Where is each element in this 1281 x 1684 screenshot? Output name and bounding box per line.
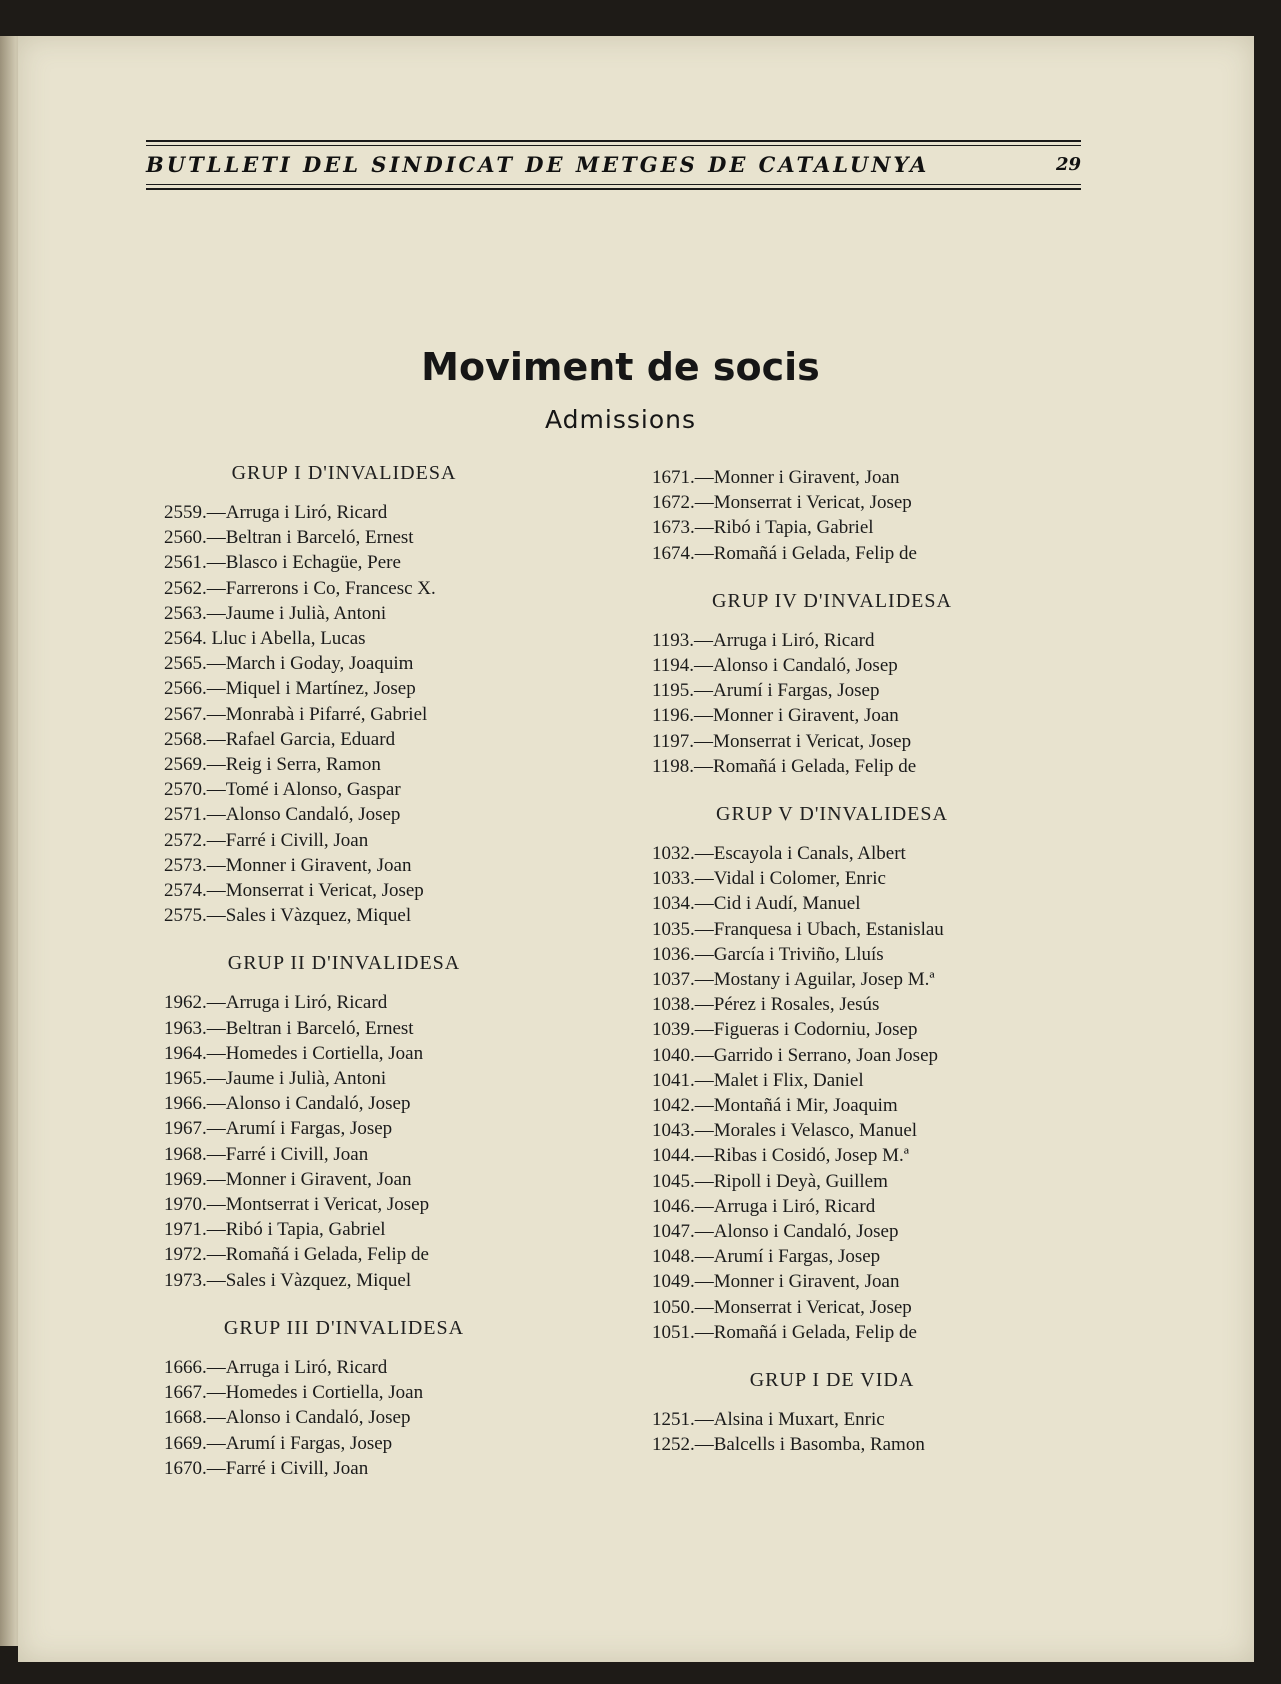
member-entry: 1051.—Romañá i Gelada, Felip de: [652, 1321, 917, 1343]
section-heading: GRUP I DE VIDA: [749, 1369, 915, 1392]
member-entry: 1965.—Jaume i Julià, Antoni: [164, 1068, 387, 1090]
member-entry: 2564. Lluc i Abella, Lucas: [164, 628, 366, 650]
member-entry: 2559.—Arruga i Liró, Ricard: [164, 502, 388, 523]
member-entry: 2565.—March i Goday, Joaquim: [164, 653, 414, 675]
member-entry: 1252.—Balcells i Basomba, Ramon: [652, 1434, 925, 1456]
member-entry: 1963.—Beltran i Barceló, Ernest: [164, 1017, 414, 1039]
section-heading: GRUP IV D'INVALIDESA: [712, 589, 952, 612]
member-entry: 2566.—Miquel i Martínez, Josep: [164, 678, 416, 700]
section-heading: GRUP III D'INVALIDESA: [223, 1316, 465, 1339]
member-entry: 1045.—Ripoll i Deyà, Guillem: [652, 1170, 888, 1192]
member-entry: 1194.—Alonso i Candaló, Josep: [652, 655, 898, 677]
page-title: Moviment de socis: [421, 345, 820, 389]
header-rule-bottom-thin: [146, 184, 1081, 185]
member-entry: 2570.—Tomé i Alonso, Gaspar: [164, 779, 401, 801]
member-entry: 1670.—Farré i Civill, Joan: [164, 1457, 369, 1479]
member-entry: 1040.—Garrido i Serrano, Joan Josep: [652, 1044, 939, 1066]
member-entry: 1049.—Monner i Giravent, Joan: [652, 1271, 900, 1293]
member-entry: 1195.—Arumí i Fargas, Josep: [652, 680, 880, 702]
member-entry: 1966.—Alonso i Candaló, Josep: [164, 1093, 411, 1115]
member-entry: 1035.—Franquesa i Ubach, Estanislau: [652, 918, 944, 940]
header-rule-bottom: [146, 188, 1081, 190]
page-subtitle: Admissions: [545, 405, 696, 434]
member-entry: 1193.—Arruga i Liró, Ricard: [652, 629, 875, 651]
member-entry: 1042.—Montañá i Mir, Joaquim: [652, 1095, 898, 1117]
member-entry: 1673.—Ribó i Tapia, Gabriel: [652, 517, 874, 539]
member-entry: 1043.—Morales i Velasco, Manuel: [652, 1120, 918, 1142]
member-entry: 1964.—Homedes i Cortiella, Joan: [164, 1042, 424, 1064]
member-entry: 1034.—Cid i Audí, Manuel: [652, 893, 861, 915]
member-entry: 1041.—Malet i Flix, Daniel: [652, 1069, 864, 1091]
member-entry: 1672.—Monserrat i Vericat, Josep: [652, 492, 912, 514]
section-block: [164, 460, 544, 928]
member-entry: 1036.—García i Triviño, Lluís: [652, 943, 884, 965]
header-rule-top: [146, 140, 1081, 142]
section-heading: GRUP V D'INVALIDESA: [716, 803, 948, 826]
section-block: [652, 465, 1032, 566]
member-entry: 2568.—Rafael Garcia, Eduard: [164, 728, 396, 750]
member-entry: 1971.—Ribó i Tapia, Gabriel: [164, 1219, 386, 1241]
member-entry: 1968.—Farré i Civill, Joan: [164, 1143, 369, 1165]
member-entry: 1033.—Vidal i Colomer, Enric: [652, 868, 886, 890]
member-entry: 1962.—Arruga i Liró, Ricard: [164, 992, 388, 1014]
section-block: [652, 1367, 1032, 1457]
header-line: [146, 152, 1081, 177]
member-entry: 1967.—Arumí i Fargas, Josep: [164, 1118, 393, 1140]
section-block: [164, 950, 544, 1292]
member-entry: 1667.—Homedes i Cortiella, Joan: [164, 1382, 424, 1404]
member-entry: 2574.—Monserrat i Vericat, Josep: [164, 880, 424, 902]
member-entry: 2560.—Beltran i Barceló, Ernest: [164, 527, 414, 549]
member-entry: 1037.—Mostany i Aguilar, Josep M.ª: [652, 969, 935, 991]
member-entry: 2569.—Reig i Serra, Ramon: [164, 754, 381, 776]
member-entry: 2561.—Blasco i Echagüe, Pere: [164, 552, 401, 574]
member-entry: 1669.—Arumí i Fargas, Josep: [164, 1432, 393, 1454]
page-number: 29: [1055, 154, 1081, 175]
left-column: [164, 460, 544, 1503]
member-entry: 1668.—Alonso i Candaló, Josep: [164, 1407, 411, 1429]
member-entry: 1050.—Monserrat i Vericat, Josep: [652, 1296, 912, 1318]
running-header: [146, 140, 1081, 192]
section-block: [652, 588, 1032, 779]
member-entry: 1047.—Alonso i Candaló, Josep: [652, 1221, 899, 1243]
member-entry: 2573.—Monner i Giravent, Joan: [164, 854, 412, 876]
member-entry: 1251.—Alsina i Muxart, Enric: [652, 1409, 885, 1431]
member-entry: 1198.—Romañá i Gelada, Felip de: [652, 755, 917, 777]
member-entry: 2567.—Monrabà i Pifarré, Gabriel: [164, 703, 428, 725]
member-entry: 1048.—Arumí i Fargas, Josep: [652, 1246, 881, 1268]
section-block: [652, 801, 1032, 1345]
member-entry: 1969.—Monner i Giravent, Joan: [164, 1168, 412, 1190]
member-entry: 1666.—Arruga i Liró, Ricard: [164, 1356, 388, 1378]
member-entry: 2563.—Jaume i Julià, Antoni: [164, 602, 387, 624]
member-entry: 1674.—Romañá i Gelada, Felip de: [652, 542, 917, 564]
section-block: [164, 1315, 544, 1481]
member-entry: 2575.—Sales i Vàzquez, Miquel: [164, 905, 412, 927]
header-rule-top-thin: [146, 145, 1081, 146]
member-entry: 2572.—Farré i Civill, Joan: [164, 829, 369, 851]
member-entry: 1196.—Monner i Giravent, Joan: [652, 705, 899, 727]
member-entry: 1046.—Arruga i Liró, Ricard: [652, 1195, 876, 1217]
right-column: [652, 465, 1032, 1480]
member-entry: 1032.—Escayola i Canals, Albert: [652, 843, 906, 865]
journal-title: BUTLLETI DEL SINDICAT DE METGES DE CATALUNYA: [146, 152, 930, 177]
member-entry: 1044.—Ribas i Cosidó, Josep M.ª: [652, 1145, 910, 1167]
section-heading: GRUP I D'INVALIDESA: [231, 462, 457, 484]
member-entry: 1972.—Romañá i Gelada, Felip de: [164, 1244, 429, 1266]
member-entry: 1038.—Pérez i Rosales, Jesús: [652, 994, 880, 1016]
member-entry: 2571.—Alonso Candaló, Josep: [164, 804, 401, 826]
member-entry: 1197.—Monserrat i Vericat, Josep: [652, 730, 912, 752]
member-entry: 1671.—Monner i Giravent, Joan: [652, 467, 900, 488]
member-entry: 1973.—Sales i Vàzquez, Miquel: [164, 1269, 412, 1291]
member-entry: 2562.—Farrerons i Co, Francesc X.: [164, 577, 436, 599]
member-entry: 1039.—Figueras i Codorniu, Josep: [652, 1019, 918, 1041]
member-entry: 1970.—Montserrat i Vericat, Josep: [164, 1194, 430, 1216]
section-heading: GRUP II D'INVALIDESA: [227, 952, 461, 975]
